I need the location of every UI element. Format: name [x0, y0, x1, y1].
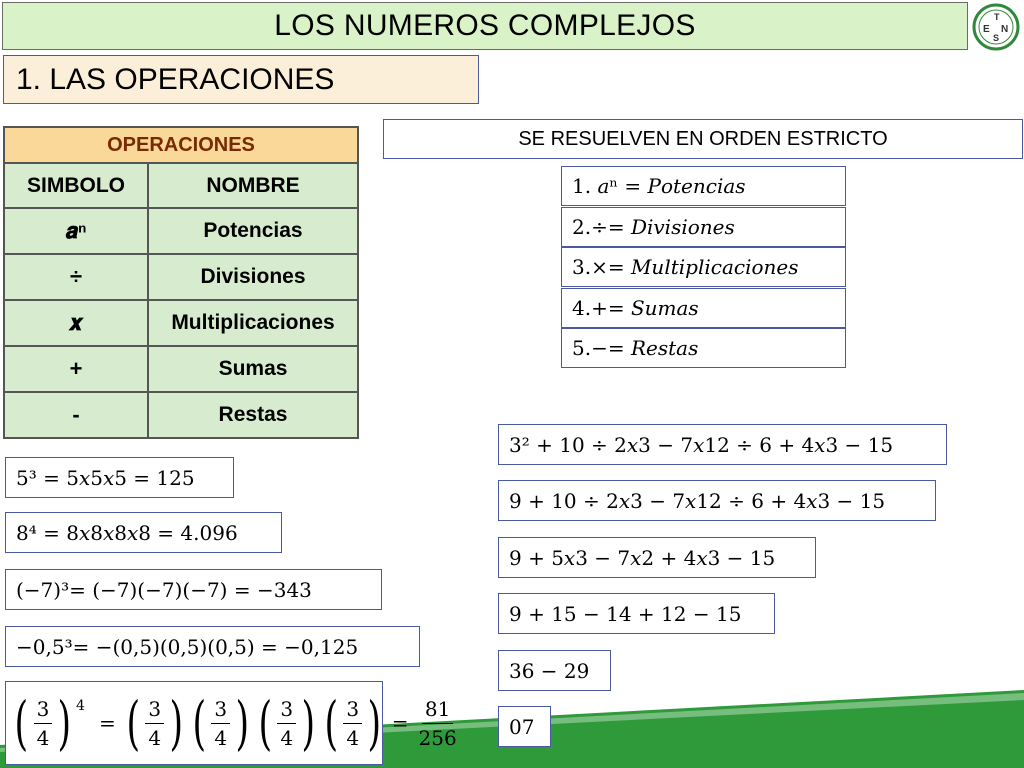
- name-cell: Divisiones: [148, 254, 358, 300]
- order-item: 3.×= 𝑀𝑢𝑙𝑡𝑖𝑝𝑙𝑖𝑐𝑎𝑐𝑖𝑜𝑛𝑒𝑠: [561, 247, 846, 287]
- fraction-denominator: 4: [214, 725, 228, 750]
- name-cell: Potencias: [148, 208, 358, 254]
- fraction-denominator: 4: [148, 725, 162, 750]
- operations-table: [3, 126, 359, 439]
- table-row: [4, 346, 358, 392]
- symbol-cell: -: [4, 392, 148, 438]
- logo-emblem-icon: [970, 2, 1022, 52]
- result-denominator: 256: [418, 725, 457, 750]
- power-example: 5³ = 5𝑥5𝑥5 = 125: [5, 457, 234, 498]
- column-header-symbol: SIMBOLO: [4, 163, 148, 208]
- section-title: 1. LAS OPERACIONES: [3, 55, 479, 104]
- fraction-power-example: ( $\frac{3}{4}$ ) 4 = ( $\frac{3}{4}$ ) ( $\frac{3}{4}$ ) ( $\frac{3}{4}$ ) ( $\frac{3}{4}$ ) = $\frac{81}{256}$: [5, 681, 383, 765]
- logo-letter-t: T: [994, 12, 1000, 22]
- order-item: 1. 𝑎ⁿ = 𝑃𝑜𝑡𝑒𝑛𝑐𝑖𝑎𝑠: [561, 166, 846, 206]
- order-item: 5.−= 𝑅𝑒𝑠𝑡𝑎𝑠: [561, 328, 846, 368]
- fraction-numerator: 3: [277, 695, 296, 724]
- result-numerator: 81: [422, 695, 453, 724]
- solution-step: 36 − 29: [498, 650, 611, 691]
- logo-letter-s: S: [993, 33, 1000, 43]
- fraction-denominator: 4: [36, 725, 50, 750]
- symbol-cell: 𝒙: [4, 300, 148, 346]
- fraction-denominator: 4: [346, 725, 360, 750]
- order-heading: SE RESUELVEN EN ORDEN ESTRICTO: [383, 119, 1023, 159]
- power-example: −0,5³= −(0,5)(0,5)(0,5) = −0,125: [5, 626, 420, 667]
- solution-step: 9 + 5𝑥3 − 7𝑥2 + 4𝑥3 − 15: [498, 537, 816, 578]
- fraction-numerator: 3: [145, 695, 164, 724]
- name-cell: Multiplicaciones: [148, 300, 358, 346]
- symbol-cell: +: [4, 346, 148, 392]
- logo-letter-e: E: [983, 24, 990, 35]
- table-row: [4, 392, 358, 438]
- power-example: (−7)³= (−7)(−7)(−7) = −343: [5, 569, 382, 610]
- column-header-name: NOMBRE: [148, 163, 358, 208]
- solution-step: 07: [498, 706, 551, 747]
- fraction-numerator: 3: [343, 695, 362, 724]
- symbol-cell: 𝒂ⁿ: [4, 208, 148, 254]
- symbol-cell: ÷: [4, 254, 148, 300]
- page-title: LOS NUMEROS COMPLEJOS: [2, 2, 968, 50]
- fraction-denominator: 4: [280, 725, 294, 750]
- order-item: 2.÷= 𝐷𝑖𝑣𝑖𝑠𝑖𝑜𝑛𝑒𝑠: [561, 207, 846, 247]
- name-cell: Restas: [148, 392, 358, 438]
- order-item: 4.+= 𝑆𝑢𝑚𝑎𝑠: [561, 288, 846, 328]
- table-row: [4, 254, 358, 300]
- logo-letter-n: N: [1001, 24, 1009, 35]
- table-row: [4, 300, 358, 346]
- name-cell: Sumas: [148, 346, 358, 392]
- power-example: 8⁴ = 8𝑥8𝑥8𝑥8 = 4.096: [5, 512, 282, 553]
- solution-step: 9 + 10 ÷ 2𝑥3 − 7𝑥12 ÷ 6 + 4𝑥3 − 15: [498, 480, 936, 521]
- fraction-numerator: 3: [34, 695, 53, 724]
- fraction-numerator: 3: [211, 695, 230, 724]
- table-row: [4, 208, 358, 254]
- school-logo: [970, 2, 1022, 52]
- table-title: OPERACIONES: [4, 127, 358, 163]
- fraction-exponent: 4: [76, 698, 85, 714]
- solution-step: 3² + 10 ÷ 2𝑥3 − 7𝑥12 ÷ 6 + 4𝑥3 − 15: [498, 424, 947, 465]
- solution-step: 9 + 15 − 14 + 12 − 15: [498, 593, 775, 634]
